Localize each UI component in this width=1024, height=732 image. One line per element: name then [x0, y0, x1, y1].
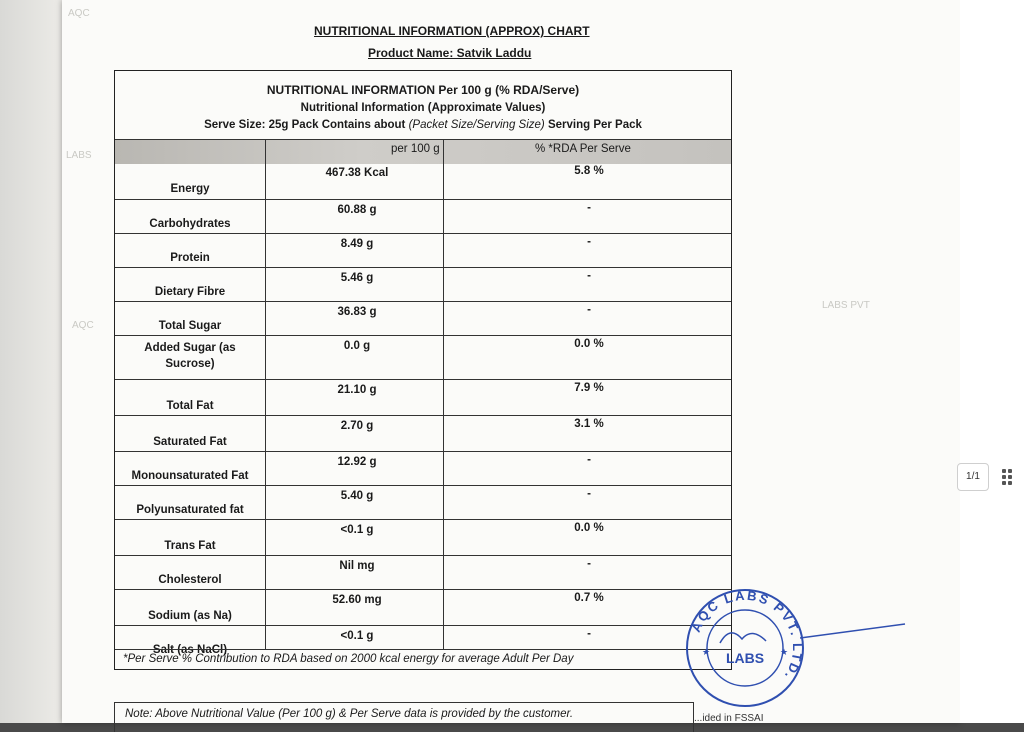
nutrient-rda-per-serve: - [587, 558, 591, 570]
nutrient-name: Carbohydrates [149, 218, 231, 230]
nutrient-name: Total Sugar [158, 320, 222, 332]
column-header-row [115, 139, 731, 164]
table-row [115, 379, 731, 415]
signature-line [800, 618, 910, 648]
table-row [115, 301, 731, 335]
table-row [115, 451, 731, 485]
nutrient-value-per-100g: 12.92 g [337, 456, 377, 468]
nutrient-rda-per-serve: - [587, 236, 591, 248]
document-title: NUTRITIONAL INFORMATION (APPROX) CHART [314, 24, 590, 38]
table-row [115, 589, 731, 625]
table-row [115, 415, 731, 451]
product-name: Product Name: Satvik Laddu [368, 46, 532, 60]
table-row [115, 485, 731, 519]
nutrient-rda-per-serve: - [587, 270, 591, 282]
nutrient-rda-per-serve: - [587, 454, 591, 466]
grid-view-button[interactable] [993, 462, 1021, 492]
nutrient-value-per-100g: 5.46 g [340, 272, 374, 284]
serving-per-pack-text: Serving Per Pack [547, 119, 642, 131]
nutrient-rda-per-serve: - [587, 304, 591, 316]
nutrition-table [114, 70, 732, 670]
scan-left-margin [0, 0, 62, 723]
nutrient-name: Sodium (as Na) [148, 610, 232, 622]
serve-size-text: Serve Size: 25g Pack Contains about [204, 119, 406, 131]
header-line-2: Nutritional Information (Approximate Values) [300, 102, 546, 114]
col-rda-per-serve: % *RDA Per Serve [535, 143, 631, 155]
nutrient-rda-per-serve: 3.1 % [574, 418, 604, 430]
table-row [115, 335, 731, 379]
nutrient-value-per-100g: <0.1 g [340, 524, 374, 536]
table-row [115, 163, 731, 199]
nutrient-rda-per-serve: 0.0 % [574, 522, 604, 534]
nutrient-name: Polyunsaturated fat [136, 504, 244, 516]
nutrient-name: Salt (as NaCl) [152, 644, 228, 656]
header-line-3 [115, 119, 731, 131]
nutrient-rda-per-serve: - [587, 488, 591, 500]
nutrient-name: Total Fat [166, 400, 214, 412]
nutrient-name: Cholesterol [158, 574, 222, 586]
footnote-text: *Per Serve % Contribution to RDA based on 2000 kcal energy for average Adult Per Day [123, 653, 574, 665]
nutrient-value-per-100g: <0.1 g [340, 630, 374, 642]
nutrient-value-per-100g: Nil mg [339, 560, 375, 572]
nutrient-value-per-100g: 5.40 g [340, 490, 374, 502]
nutrient-name: Saturated Fat [153, 436, 227, 448]
customer-note [114, 702, 694, 732]
packet-size-text: (Packet Size/Serving Size) [408, 119, 545, 131]
nutrient-name: Dietary Fibre [154, 286, 226, 298]
nutrient-value-per-100g: 21.10 g [337, 384, 377, 396]
viewer-side-panel [960, 0, 1024, 723]
nutrient-name: Energy [170, 183, 210, 195]
table-row [115, 267, 731, 301]
col-per-100g: per 100 g [391, 143, 440, 155]
grid-icon [1002, 469, 1012, 485]
nutrient-value-per-100g: 467.38 Kcal [325, 167, 389, 179]
header-line-1: NUTRITIONAL INFORMATION Per 100 g (% RDA/Serve) [266, 83, 580, 97]
stamp-center-text: LABS [725, 650, 765, 666]
table-header [115, 71, 731, 141]
signature-mark [720, 633, 766, 643]
nutrient-rda-per-serve: - [587, 628, 591, 640]
nutrient-value-per-100g: 2.70 g [340, 420, 374, 432]
nutrient-rda-per-serve: - [587, 202, 591, 214]
nutrient-value-per-100g: 8.49 g [340, 238, 374, 250]
nutrient-rda-per-serve: 7.9 % [574, 382, 604, 394]
nutrient-rda-per-serve: 0.0 % [574, 338, 604, 350]
nutrient-value-per-100g: 52.60 mg [332, 594, 382, 606]
table-row [115, 555, 731, 589]
cut-off-text: ...ided in FSSAI [694, 713, 764, 724]
nutrient-name: Trans Fat [164, 540, 216, 552]
nutrient-rda-per-serve: 0.7 % [574, 592, 604, 604]
table-row [115, 233, 731, 267]
page-indicator[interactable]: 1/1 [957, 463, 989, 491]
star-icon: ★ [702, 648, 711, 658]
nutrient-rda-per-serve: 5.8 % [574, 165, 604, 177]
nutrient-value-per-100g: 36.83 g [337, 306, 377, 318]
note-text: Note: Above Nutritional Value (Per 100 g) & Per Serve data is provided by the customer. [125, 708, 574, 720]
document-page: AQC LABS AQC LABS PVT [62, 0, 960, 723]
rda-footnote [115, 649, 731, 672]
aqc-labs-stamp [680, 583, 810, 713]
nutrient-value-per-100g: 0.0 g [343, 340, 371, 352]
table-row [115, 199, 731, 233]
nutrient-name: Protein [170, 252, 210, 264]
stamp-ring-text: AQC LABS PVT. LTD. [688, 587, 806, 684]
star-icon: ★ [780, 648, 789, 658]
nutrient-name: Monounsaturated Fat [131, 470, 249, 482]
nutrient-name: Added Sugar (as Sucrose) [144, 342, 236, 370]
nutrient-value-per-100g: 60.88 g [337, 204, 377, 216]
table-row [115, 519, 731, 555]
